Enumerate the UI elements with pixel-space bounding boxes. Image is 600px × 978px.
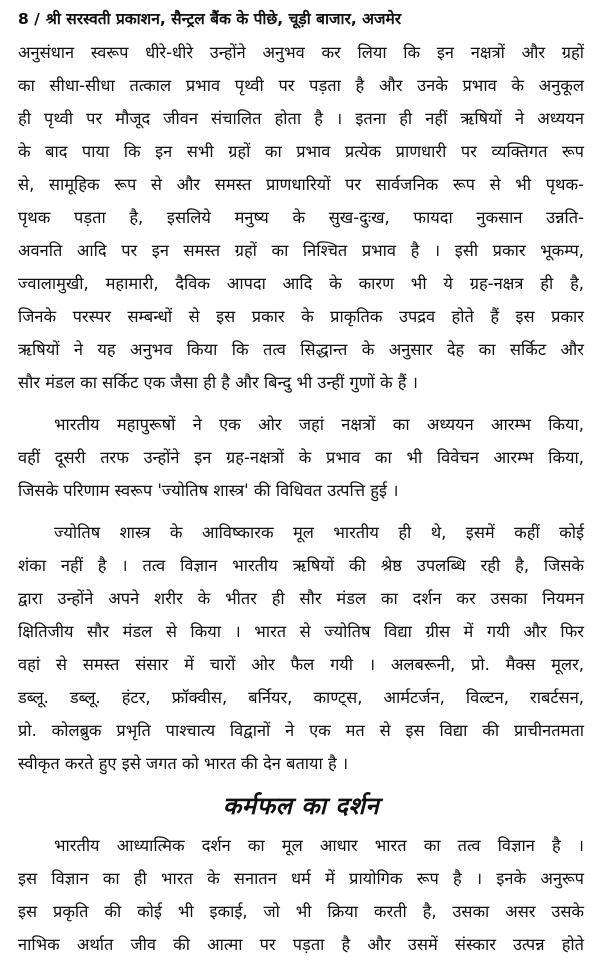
text-line: इस प्रकृति की कोई भी इकाई, जो भी क्रिया करती है, उसका असर उसके (18, 902, 584, 921)
text-line: ज्योतिष शास्त्र के आविष्कारक मूल भारतीय ही थे, इसमें कहीं कोई (54, 523, 584, 542)
section-heading: कर्मफल का दर्शन (222, 791, 380, 820)
text-line: जिसके परिणाम स्वरूप 'ज्योतिष शास्त्र' की विधिवत उत्पत्ति हुई । (18, 481, 399, 500)
text-line: अवनति आदि पर इन समस्त ग्रहों का निश्चित प्रभाव है । इसी प्रकार भूकम्प, (18, 241, 584, 260)
text-line: जिनके परस्पर सम्बन्धों से इस प्रकार के प्राकृतिक उपद्रव होते हैं इस प्रकार (18, 307, 584, 326)
text-line: द्वारा उन्होंने अपने शरीर के भीतर ही सौर मंडल का दर्शन कर उसका नियमन (18, 589, 584, 608)
text-line: क्षितिजीय सौर मंडल से किया । भारत से ज्योतिष विद्या ग्रीस में गयी और फिर (18, 622, 584, 641)
text-line: ऋषियों ने यह अनुभव किया कि तत्व सिद्धान्त के अनुसार देह का सर्किट और (18, 340, 584, 359)
paragraph-2 (18, 408, 584, 507)
text-line: के बाद पाया कि इन सभी ग्रहों का प्रभाव प्रत्येक प्राणधारी पर व्यक्तिगत रूप (18, 142, 584, 161)
text-line: सौर मंडल का सर्किट एक जैसा ही है और बिन्दु भी उन्हीं गुणों के हैं । (18, 373, 418, 392)
text-line: ज्वालामुखी, महामारी, दैविक आपदा आदि के कारण भी ये ग्रह-नक्षत्र ही है, (18, 274, 584, 293)
publisher-line: श्री सरस्वती प्रकाशन, सैन्ट्रल बैंक के पीछे, चूड़ी बाजार, अजमेर (45, 10, 402, 28)
text-line: से, सामूहिक रूप से और समस्त प्राणधारियों पर सार्वजनिक रूप से भी पृथक- (18, 175, 584, 194)
text-line: ही पृथ्वी पर मौजूद जीवन संचालित होता है । इतना ही नहीं ऋषियों ने अध्ययन (18, 109, 584, 128)
paragraph-3 (18, 516, 584, 780)
text-line: अनुसंधान स्वरूप धीरे-धीरे उन्होंने अनुभव कर लिया कि इन नक्षत्रों और ग्रहों (18, 43, 584, 62)
book-page (18, 8, 584, 970)
paragraph-4 (18, 829, 584, 961)
text-line: भारतीय महापुरूषों ने एक ओर जहां नक्षत्रों का अध्ययन आरम्भ किया, (54, 415, 584, 434)
text-line: डब्लू. डब्लू. हंटर, फ्रॉक्वीस, बर्नियर, काण्ट्स, आर्मटर्जन, विल्र्टन, राबर्टसन, (18, 688, 584, 707)
paragraph-1 (18, 36, 584, 399)
text-line: स्वीकृत करते हुए इसे जगत को भारत की देन बताया है । (18, 754, 349, 773)
text-line: भारतीय आध्यात्मिक दर्शन का मूल आधार भारत का तत्व विज्ञान है । (54, 836, 584, 855)
text-line: वहीं दूसरी तरफ उन्होंने इन ग्रह-नक्षत्रों के प्रभाव का भी विवेचन आरम्भ किया, (18, 448, 584, 467)
text-line: शंका नहीं है । तत्व विज्ञान भारतीय ऋषियों की श्रेष्ठ उपलब्धि रही है, जिसके (18, 556, 584, 575)
text-line: वहां से समस्त संसार में चारों ओर फैल गयी । अलबरूनी, प्रो. मैक्स मूलर, (18, 655, 584, 674)
text-line: नाभिक अर्थात जीव की आत्मा पर पड़ता है और उसमें संस्कार उत्पन्न होते (18, 935, 584, 954)
text-line: इस विज्ञान का ही भारत के सनातन धर्म में प्रायोगिक रूप है । इनके अनुरूप (18, 869, 584, 888)
running-header (18, 8, 584, 30)
text-line: पृथक पड़ता है, इसलिये मनुष्य के सुख-दुःख, फायदा नुकसान उन्नति- (18, 208, 584, 227)
page-number: 8 / (18, 10, 40, 28)
text-line: का सीधा-सीधा तत्काल प्रभाव पृथ्वी पर पड़ता है और उनके प्रभाव के अनुकूल (18, 76, 584, 95)
text-line: प्रो. कोलब्रुक प्रभृति पाश्चात्य विद्वानों ने एक मत से इस विद्या की प्राचीनतमता (18, 721, 584, 740)
